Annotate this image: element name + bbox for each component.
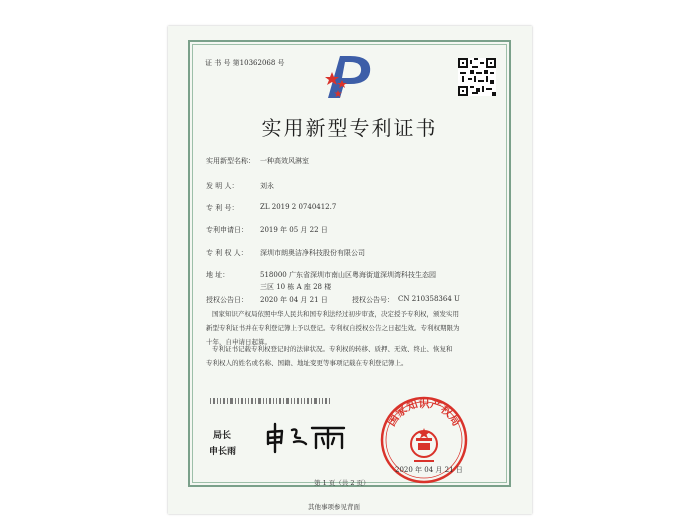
grant-date-value: 2020 年 04 月 21 日 <box>260 296 328 304</box>
qr-code-icon <box>458 58 496 96</box>
field-value-address-line1: 518000 广东省深圳市南山区粤海街道深圳湾科技生态园 <box>260 271 436 279</box>
field-label-patentee: 专 利 权 人： <box>206 249 248 257</box>
field-value-name: 一种高效风淋室 <box>260 157 309 165</box>
svg-text:国家知识产权局 <box>384 396 463 428</box>
field-value-address-line2: 三区 10 栋 A 座 28 楼 <box>260 283 332 291</box>
certificate-title: 实用新型专利证书 <box>261 116 438 140</box>
field-label-address: 地 址： <box>206 271 230 279</box>
patent-office-logo-icon <box>320 50 382 102</box>
field-value-apply-date: 2019 年 05 月 22 日 <box>260 226 328 234</box>
page-info: 第 1 页（共 2 页） <box>314 479 370 487</box>
grant-no-value: CN 210358364 U <box>398 295 460 303</box>
footer-note: 其他事项参见背面 <box>308 503 360 511</box>
field-label-name: 实用新型名称： <box>206 157 255 165</box>
seal-date: 2020 年 04 月 21 日 <box>395 466 463 474</box>
field-value-patentee: 深圳市朗奥洁净科技股份有限公司 <box>260 249 365 257</box>
field-value-inventor: 刘永 <box>260 182 274 190</box>
handwritten-signature <box>262 420 350 454</box>
paragraph-2-line-1: 专利证书记载专利权登记时的法律状况。专利权的转移、质押、无效、终止、恢复和 <box>212 345 453 353</box>
grant-no-label: 授权公告号： <box>352 296 394 304</box>
seal-text: 国家知识产权局 <box>384 396 464 429</box>
paragraph-1-line-2: 新型专利证书并在专利登记簿上予以登记。专利权自授权公告之日起生效。专利权期限为 <box>206 324 460 332</box>
paragraph-1-line-1: 国家知识产权局依照中华人民共和国专利法经过初步审查，决定授予专利权，颁发实用 <box>212 310 459 318</box>
grant-date-label: 授权公告日： <box>206 296 248 304</box>
certificate-number: 证 书 号 第10362068 号 <box>205 59 285 67</box>
field-label-apply-date: 专利申请日： <box>206 226 248 234</box>
paragraph-2-line-2: 专利权人的姓名或名称、国籍、地址变更等事项记载在专利登记簿上。 <box>206 359 408 367</box>
paragraph-1-line-3: 十年，自申请日起算。 <box>206 338 271 346</box>
director-name: 申长雨 <box>209 447 237 457</box>
director-title: 局长 <box>213 431 232 441</box>
barcode-strip-icon <box>210 398 330 404</box>
field-label-inventor: 发 明 人： <box>206 182 239 190</box>
field-label-patent-no: 专 利 号： <box>206 204 239 212</box>
field-value-patent-no: ZL 2019 2 0740412.7 <box>260 203 337 211</box>
